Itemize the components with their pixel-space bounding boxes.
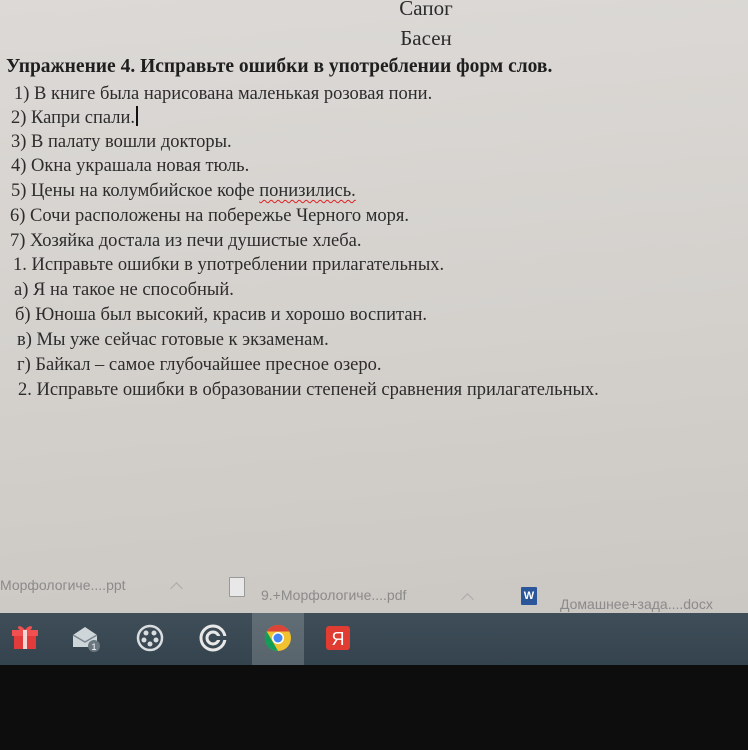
- yandex-browser-icon[interactable]: [323, 623, 353, 653]
- doc-line-2-text: 2) Капри спали.: [11, 108, 136, 128]
- doc-line-2: [11, 106, 138, 129]
- doc-line-9: а) Я на такое не способный.: [14, 280, 234, 300]
- pdf-file-icon: [229, 577, 245, 597]
- chrome-icon[interactable]: [263, 623, 293, 653]
- download-name-ppt: Морфологиче....ppt: [0, 577, 126, 593]
- download-name-docx: Домашнее+зада....docx: [560, 596, 713, 612]
- mail-icon[interactable]: [70, 623, 100, 653]
- monitor-bezel: [0, 665, 748, 750]
- downloads-bar: [0, 565, 748, 613]
- download-item-ppt[interactable]: [0, 577, 126, 593]
- doc-word-sapog: Сапог: [399, 0, 453, 20]
- doc-line-4: 4) Окна украшала новая тюль.: [11, 156, 250, 176]
- doc-word-basen: Басен: [400, 26, 452, 50]
- doc-line-5: [11, 181, 356, 202]
- doc-line-11: в) Мы уже сейчас готовые к экзаменам.: [17, 330, 329, 350]
- yandex-letter: Я: [331, 629, 345, 649]
- doc-line-10: б) Юноша был высокий, красив и хорошо воспитан.: [15, 305, 428, 325]
- download-item-pdf[interactable]: [261, 587, 406, 603]
- doc-line-8: 1. Исправьте ошибки в употреблении прилагательных.: [13, 255, 445, 275]
- opera-icon[interactable]: [198, 623, 228, 653]
- chevron-up-icon[interactable]: [461, 593, 474, 606]
- doc-line-7: 7) Хозяйка достала из печи душистые хлеба.: [10, 231, 362, 251]
- doc-line-3: 3) В палату вошли докторы.: [11, 132, 232, 152]
- doc-line-1: 1) В книге была нарисована маленькая розовая пони.: [14, 84, 433, 104]
- paint-palette-icon[interactable]: [135, 623, 165, 653]
- exercise-heading: Упражнение 4. Исправьте ошибки в употреблении форм слов.: [6, 56, 553, 77]
- mail-badge: 1: [91, 642, 97, 652]
- gift-icon[interactable]: [10, 623, 40, 653]
- doc-line-5-text: 5) Цены на колумбийское кофе: [11, 181, 260, 201]
- doc-line-13: 2. Исправьте ошибки в образовании степеней сравнения прилагательных.: [18, 380, 599, 400]
- download-name-pdf: 9.+Морфологиче....pdf: [261, 587, 407, 603]
- text-cursor: [136, 106, 138, 126]
- doc-line-12: г) Байкал – самое глубочайшее пресное озеро.: [17, 355, 382, 375]
- spellcheck-word[interactable]: понизились.: [259, 181, 356, 201]
- chevron-up-icon[interactable]: [170, 582, 183, 595]
- word-file-icon: W: [521, 587, 537, 605]
- taskbar: [0, 613, 748, 665]
- doc-line-6: 6) Сочи расположены на побережье Черного моря.: [10, 206, 410, 226]
- download-item-docx[interactable]: [560, 596, 713, 612]
